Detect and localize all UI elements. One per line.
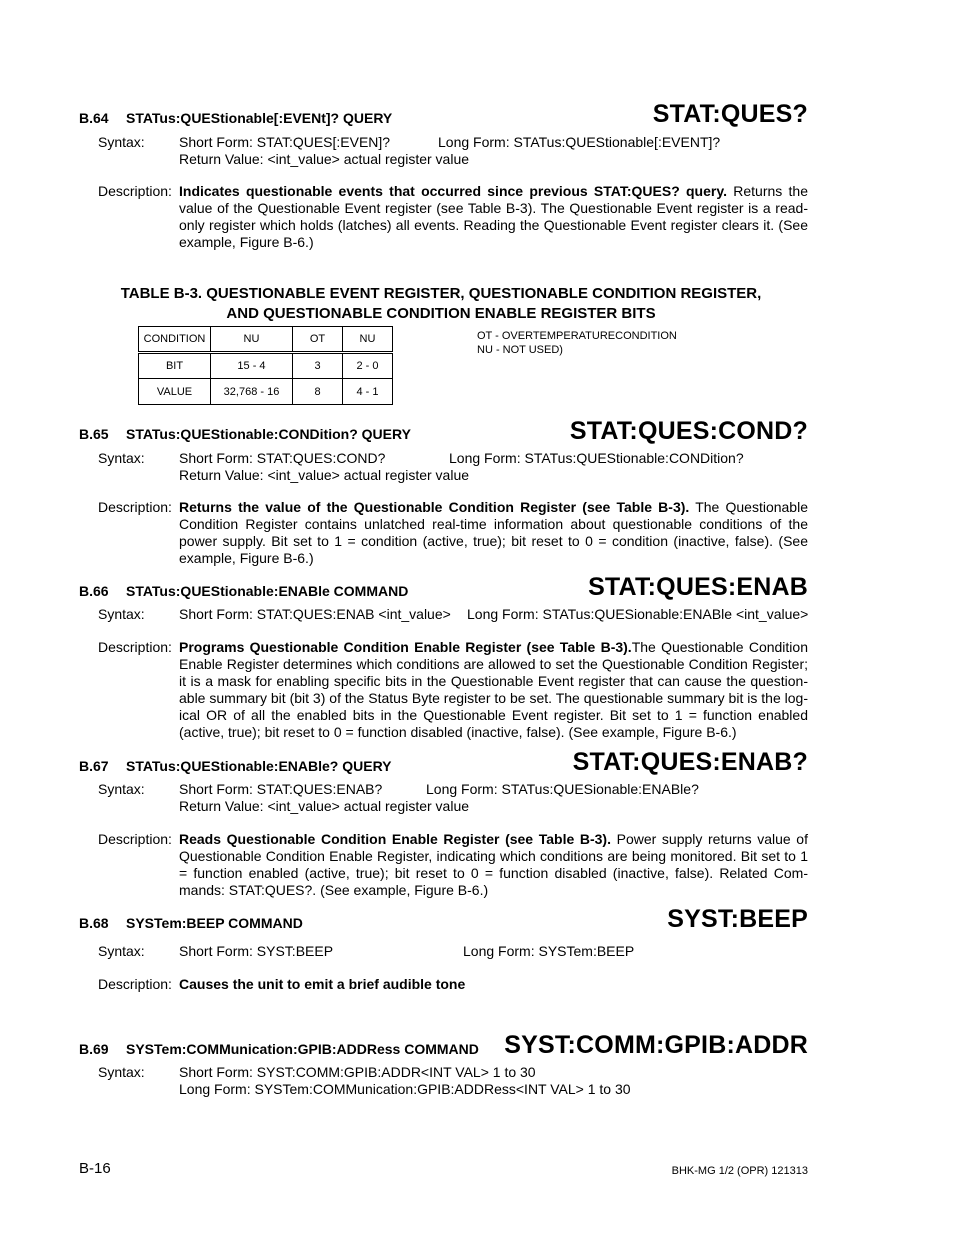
section-heading: STATus:QUEStionable:CONDition? QUERY xyxy=(126,426,411,442)
table-caption-line1: TABLE B-3. QUESTIONABLE EVENT REGISTER, QUESTIONABLE CONDITION REGISTER, xyxy=(120,285,762,302)
syntax-label: Syntax: xyxy=(98,606,145,622)
command-heading-b67: STAT:QUES:ENAB? xyxy=(572,748,808,776)
command-heading-b65: STAT:QUES:COND? xyxy=(569,417,808,445)
description-lead: Returns the value of the Questionable Condition Register (see Table B-3). xyxy=(179,499,690,515)
short-form: Short Form: SYST:COMM:GPIB:ADDR<INT VAL> 1 to 30 xyxy=(179,1064,536,1080)
short-form: Short Form: SYST:BEEP xyxy=(179,943,334,959)
description-lead: Indicates questionable events that occurred since previous STAT:QUES? query. xyxy=(179,183,727,199)
table-row xyxy=(139,379,393,405)
section-heading: STATus:QUEStionable:ENABle COMMAND xyxy=(126,583,409,599)
section-number: B.69 xyxy=(79,1041,109,1057)
description-body: Power supply returns value of Questionable Condition Enable Register, indicating which conditions are being monitored. Bit set to 1 = function enabled (active, true); bit reset to 0 = function disabled (inactive, false). Related Com-mands: STAT:QUES?. (See example, Figure B-6.) xyxy=(179,831,808,898)
description-b67 xyxy=(179,831,808,899)
register-bits-table xyxy=(138,326,393,405)
table-cell: VALUE xyxy=(139,379,211,405)
long-form: Long Form: SYSTem:COMMunication:GPIB:ADDRess<INT VAL> 1 to 30 xyxy=(179,1081,631,1097)
section-heading: SYSTem:BEEP COMMAND xyxy=(126,915,303,931)
short-form: Short Form: STAT:QUES:COND? xyxy=(179,450,386,466)
legend-item: OT - OVERTEMPERATURECONDITION xyxy=(477,330,677,342)
command-heading-b66: STAT:QUES:ENAB xyxy=(588,573,808,601)
return-value: Return Value: <int_value> actual register value xyxy=(179,151,470,167)
short-form: Short Form: STAT:QUES[:EVEN]? xyxy=(179,134,391,150)
table-row xyxy=(139,327,393,353)
table-cell: 8 xyxy=(293,379,343,405)
syntax-label: Syntax: xyxy=(98,943,145,959)
section-number: B.64 xyxy=(79,110,109,126)
description-body: The Questionable Condition Register contains unlatched real-time information about questionable conditions of the power supply. Bit set to 1 = condition (active, true); bit reset to 0 = condition (inactive, false). (See example, Figure B-6.) xyxy=(179,499,808,566)
table-cell: OT xyxy=(293,327,343,353)
command-heading-b69: SYST:COMM:GPIB:ADDR xyxy=(504,1031,808,1059)
table-legend xyxy=(477,329,677,357)
table-cell: 2 - 0 xyxy=(343,353,393,379)
description-label: Description: xyxy=(98,639,172,655)
return-value: Return Value: <int_value> actual register value xyxy=(179,467,470,483)
section-b68-title xyxy=(79,915,303,931)
legend-item: NU - NOT USED) xyxy=(477,344,563,356)
table-cell: NU xyxy=(343,327,393,353)
short-form: Short Form: STAT:QUES:ENAB <int_value> xyxy=(179,606,451,622)
section-b67-title xyxy=(79,758,392,774)
syntax-label: Syntax: xyxy=(98,134,145,150)
syntax-label: Syntax: xyxy=(98,450,145,466)
section-b66-title xyxy=(79,583,408,599)
section-number: B.68 xyxy=(79,915,109,931)
section-b69-title xyxy=(79,1041,479,1057)
page-number: B-16 xyxy=(79,1160,111,1177)
short-form: Short Form: STAT:QUES:ENAB? xyxy=(179,781,383,797)
table-cell: 32,768 - 16 xyxy=(211,379,293,405)
description-lead: Reads Questionable Condition Enable Register (see Table B-3). xyxy=(179,831,611,847)
description-b64 xyxy=(179,183,808,251)
description-body: The Questionable Condition Enable Register determines which conditions are allowed to set the Questionable Condition Register; it is a mask for enabling specific bits in the Questionable Event register that can cause the question-able summary bit (bit 3) of the Status Byte register to be set. The questionable summary bit is the log-ical OR of all the enabled bits in the Questionable Event register. Bit set to 1 = function enabled (active, true); bit reset to 0 = function disabled (inactive, false). (See example, Figure B-6.) xyxy=(179,639,808,740)
section-heading: SYSTem:COMMunication:GPIB:ADDRess COMMAND xyxy=(126,1041,479,1057)
section-number: B.67 xyxy=(79,758,109,774)
table-cell: BIT xyxy=(139,353,211,379)
long-form: Long Form: SYSTem:BEEP xyxy=(463,943,635,959)
table-cell: 15 - 4 xyxy=(211,353,293,379)
command-heading-b68: SYST:BEEP xyxy=(667,905,808,933)
section-heading: STATus:QUEStionable[:EVENt]? QUERY xyxy=(126,110,393,126)
long-form: Long Form: STATus:QUESionable:ENABle? xyxy=(426,781,699,797)
description-b65 xyxy=(179,499,808,567)
section-number: B.66 xyxy=(79,583,109,599)
long-form: Long Form: STATus:QUEStionable:CONDition? xyxy=(449,450,744,466)
section-number: B.65 xyxy=(79,426,109,442)
table-cell: 4 - 1 xyxy=(343,379,393,405)
document-id: BHK-MG 1/2 (OPR) 121313 xyxy=(671,1165,808,1177)
table-row xyxy=(139,353,393,379)
description-label: Description: xyxy=(98,499,172,515)
description-label: Description: xyxy=(98,183,172,199)
long-form: Long Form: STATus:QUEStionable[:EVENT]? xyxy=(438,134,721,150)
table-cell: 3 xyxy=(293,353,343,379)
command-heading-b64: STAT:QUES? xyxy=(652,100,808,128)
description-body: Returns the value of the Questionable Event register (see Table B-3). The Questionable Event register is a read-only register which holds (latches) all events. Reading the Questionable Event register clears it. (See example, Figure B-6.) xyxy=(179,183,808,250)
syntax-label: Syntax: xyxy=(98,781,145,797)
description-label: Description: xyxy=(98,831,172,847)
section-b64-title xyxy=(79,110,392,126)
description-b66 xyxy=(179,639,808,741)
description-label: Description: xyxy=(98,976,172,992)
section-b65-title xyxy=(79,426,411,442)
description-b68: Causes the unit to emit a brief audible tone xyxy=(179,976,466,992)
section-heading: STATus:QUEStionable:ENABle? QUERY xyxy=(126,758,392,774)
description-lead: Programs Questionable Condition Enable Register (see Table B-3). xyxy=(179,639,632,655)
syntax-label: Syntax: xyxy=(98,1064,145,1080)
table-caption-line2: AND QUESTIONABLE CONDITION ENABLE REGISTER BITS xyxy=(226,305,656,322)
return-value: Return Value: <int_value> actual register value xyxy=(179,798,470,814)
table-cell: CONDITION xyxy=(139,327,211,353)
long-form: Long Form: STATus:QUESionable:ENABle <int_value> xyxy=(467,606,809,622)
table-cell: NU xyxy=(211,327,293,353)
